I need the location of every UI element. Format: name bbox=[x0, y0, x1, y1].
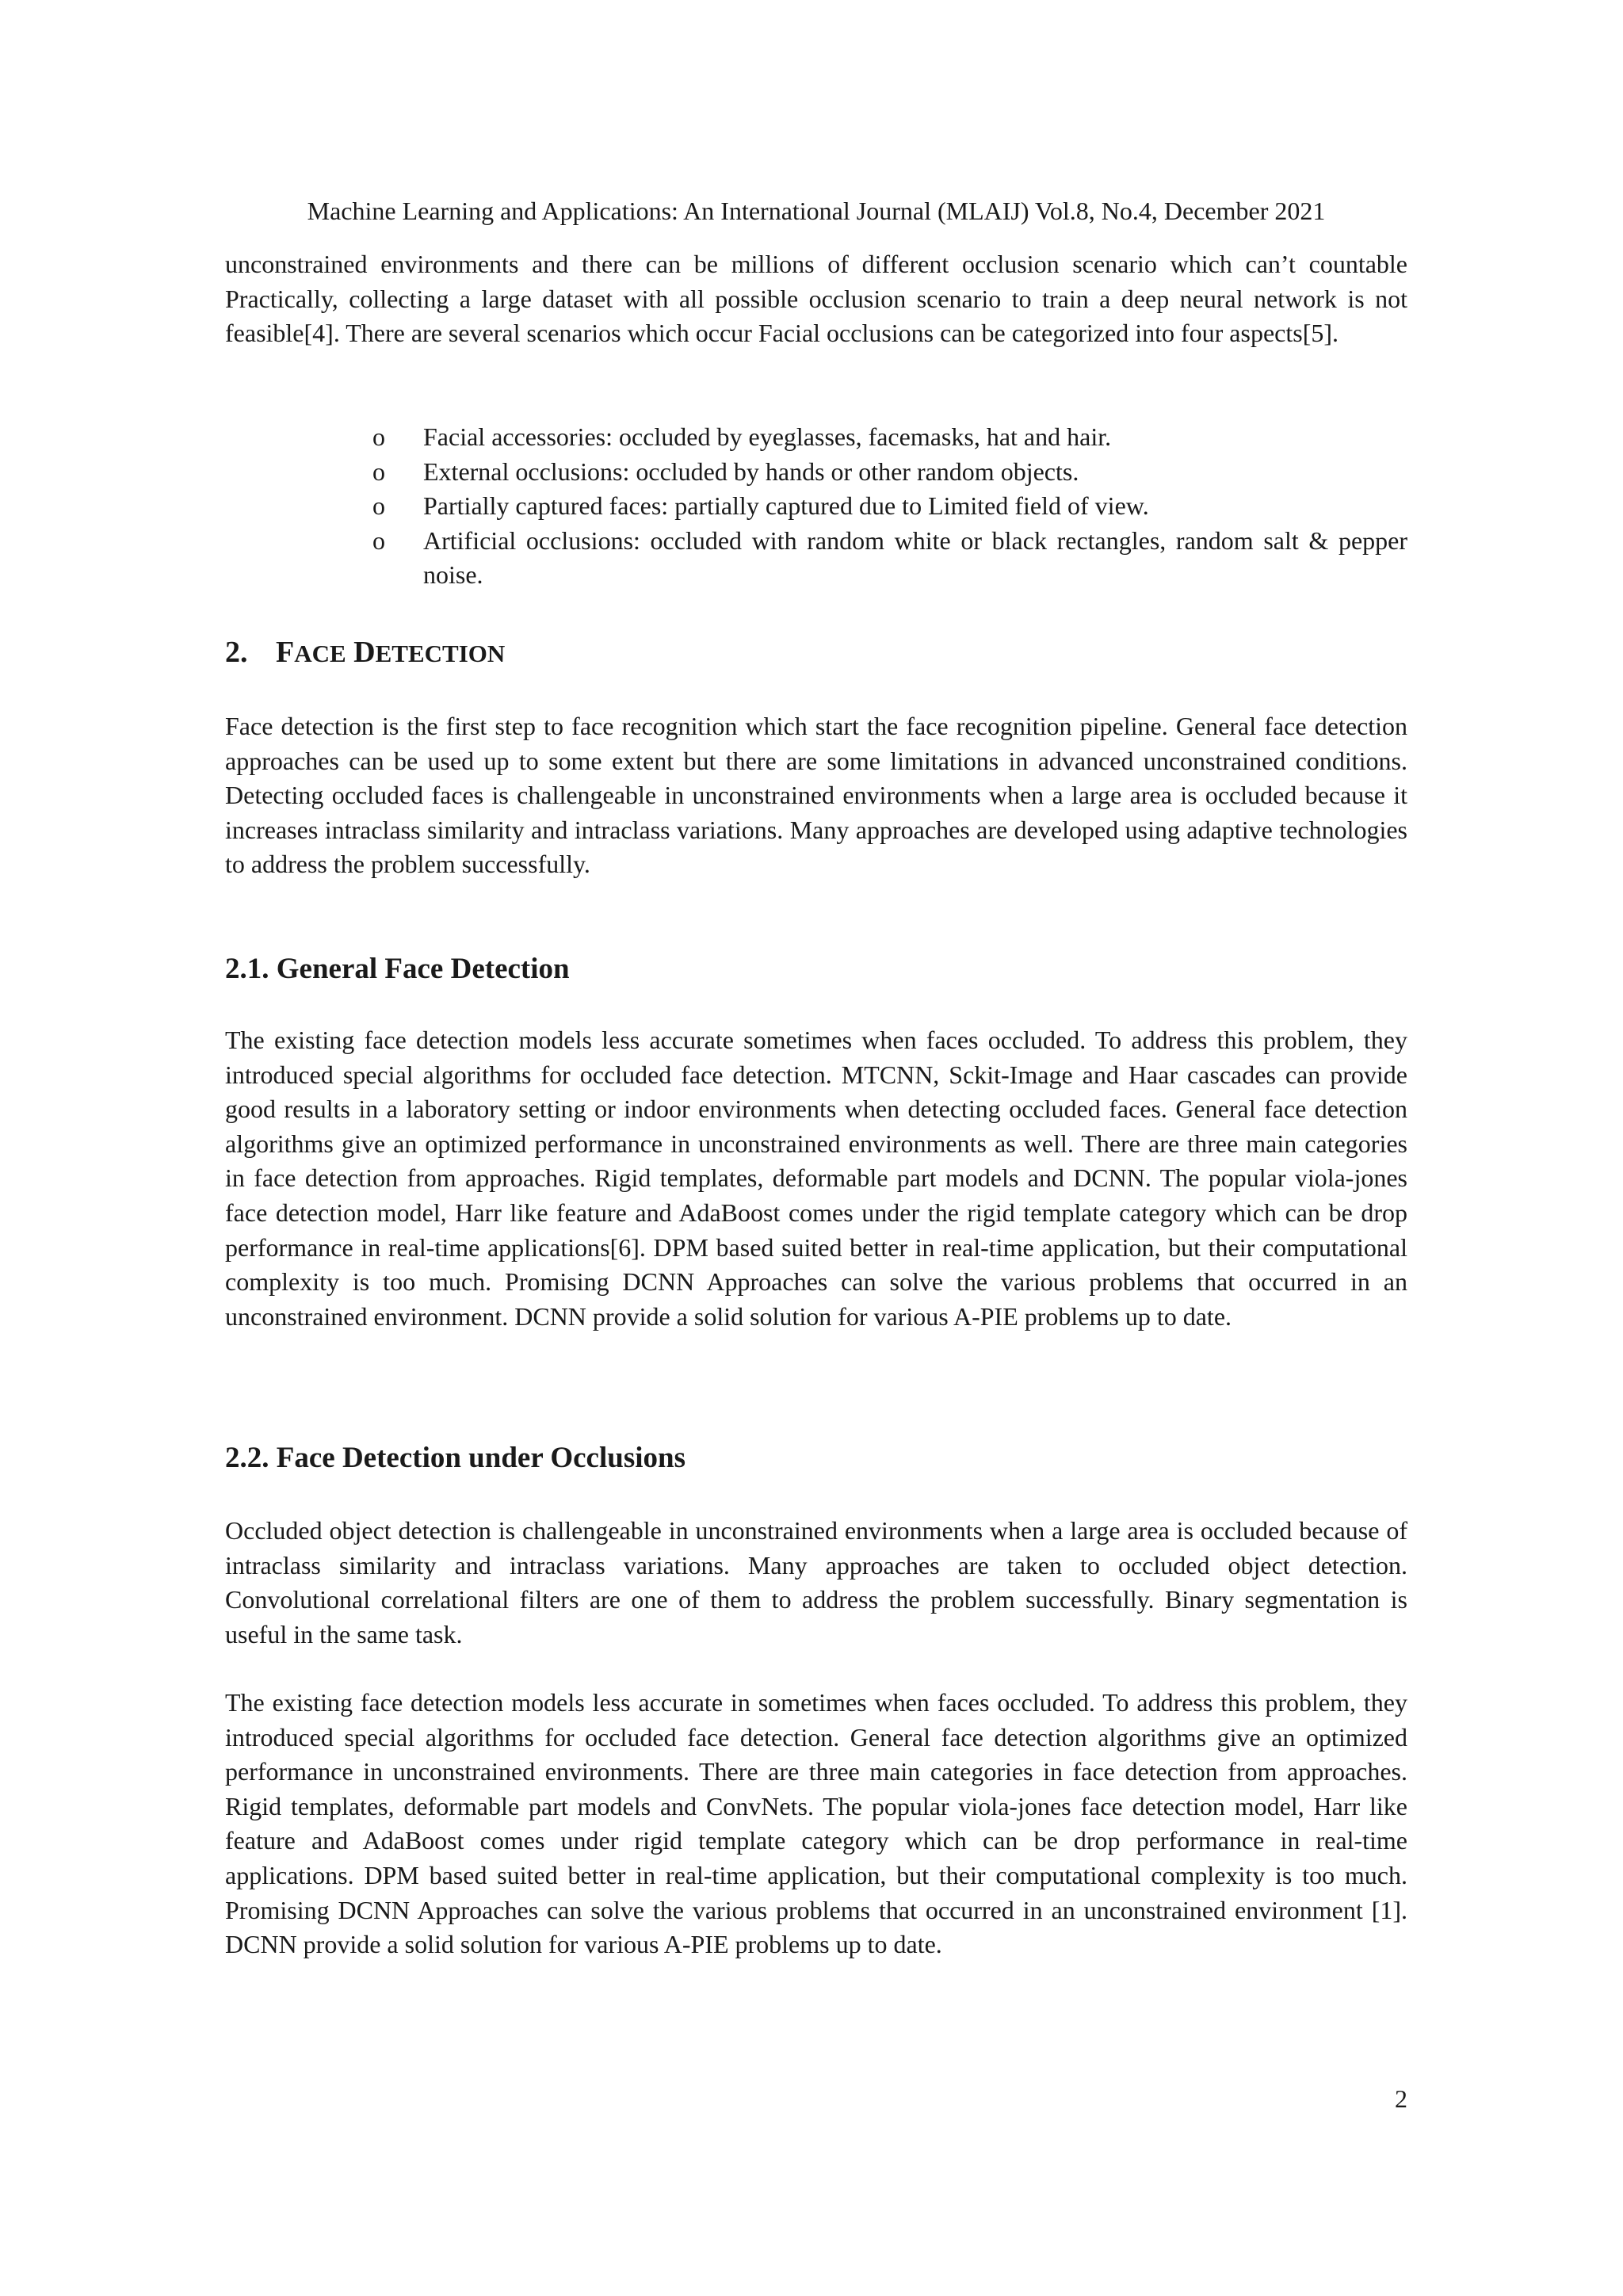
section-title-part: ETECTION bbox=[375, 640, 506, 667]
occlusion-types-list bbox=[372, 420, 1407, 593]
section-number: 2. bbox=[225, 636, 248, 669]
running-header: Machine Learning and Applications: An International Journal (MLAIJ) Vol.8, No.4, December 2021 bbox=[307, 197, 1326, 225]
list-item-text: Facial accessories: occluded by eyeglasses, facemasks, hat and hair. bbox=[423, 422, 1112, 451]
section-title-part: ACE bbox=[294, 640, 346, 667]
list-item bbox=[372, 489, 1407, 524]
section-title-part: D bbox=[353, 636, 376, 669]
bullet-marker: o bbox=[372, 491, 385, 521]
subsection-heading-general-face-detection: 2.1. General Face Detection bbox=[225, 953, 570, 985]
list-item-text: Artificial occlusions: occluded with random white or black rectangles, random salt & pepper noise. bbox=[423, 525, 1407, 590]
occlusions-paragraph-1: Occluded object detection is challengeable in unconstrained environments when a large area is occluded because of intraclass similarity and intraclass variations. Many approaches are taken to occluded object detection. Convolutional correlational filters are one of them to address the problem successfully. Binary segmentation is useful in the same task. bbox=[225, 1516, 1407, 1648]
subsection-heading-occlusions: 2.2. Face Detection under Occlusions bbox=[225, 1442, 685, 1474]
intro-paragraph: unconstrained environments and there can be millions of different occlusion scenario which can’t countable Practically, collecting a large dataset with all possible occlusion scenario to train a deep neural network is not feasible[4]. There are several scenarios which occur Facial occlusions can be categorized into four aspects[5]. bbox=[225, 250, 1407, 348]
list-item-text: Partially captured faces: partially captured due to Limited field of view. bbox=[423, 491, 1149, 521]
list-item bbox=[372, 455, 1407, 490]
page-number: 2 bbox=[1395, 2084, 1407, 2113]
list-item bbox=[372, 524, 1407, 593]
section-heading-face-detection bbox=[225, 634, 505, 672]
list-item-text: External occlusions: occluded by hands or other random objects. bbox=[423, 457, 1079, 486]
section-title-part: F bbox=[276, 636, 295, 669]
general-face-detection-paragraph: The existing face detection models less accurate sometimes when faces occluded. To address this problem, they introduced special algorithms for occluded face detection. MTCNN, Sckit-Image and Haar cascades can provide good results in a laboratory setting or indoor environments when detecting occluded faces. General face detection algorithms give an optimized performance in unconstrained environments as well. There are three main categories in face detection from approaches. Rigid templates, deformable part models and DCNN. The popular viola-jones face detection model, Harr like feature and AdaBoost comes under the rigid template category which can be drop performance in real-time applications[6]. DPM based suited better in real-time application, but their computational complexity is too much. Promising DCNN Approaches can solve the various problems that occurred in an unconstrained environment. DCNN provide a solid solution for various A-PIE problems up to date. bbox=[225, 1026, 1407, 1331]
occlusions-paragraph-2: The existing face detection models less accurate in sometimes when faces occluded. To address this problem, they introduced special algorithms for occluded face detection. General face detection algorithms give an optimized performance in unconstrained environments. There are three main categories in face detection from approaches. Rigid templates, deformable part models and ConvNets. The popular viola-jones face detection model, Harr like feature and AdaBoost comes under rigid template category which can be drop performance in real-time applications. DPM based suited better in real-time application, but their computational complexity is too much. Promising DCNN Approaches can solve the various problems that occurred in an unconstrained environment [1]. DCNN provide a solid solution for various A-PIE problems up to date. bbox=[225, 1688, 1407, 1959]
list-item bbox=[372, 420, 1407, 455]
face-detection-paragraph: Face detection is the first step to face recognition which start the face recognition pipeline. General face detection approaches can be used up to some extent but there are some limitations in advanced unconstrained conditions. Detecting occluded faces is challengeable in unconstrained environments when a large area is occluded because it increases intraclass similarity and intraclass variations. Many approaches are developed using adaptive technologies to address the problem successfully. bbox=[225, 712, 1407, 879]
bullet-marker: o bbox=[372, 457, 385, 486]
bullet-marker: o bbox=[372, 422, 385, 451]
bullet-marker: o bbox=[372, 525, 385, 555]
